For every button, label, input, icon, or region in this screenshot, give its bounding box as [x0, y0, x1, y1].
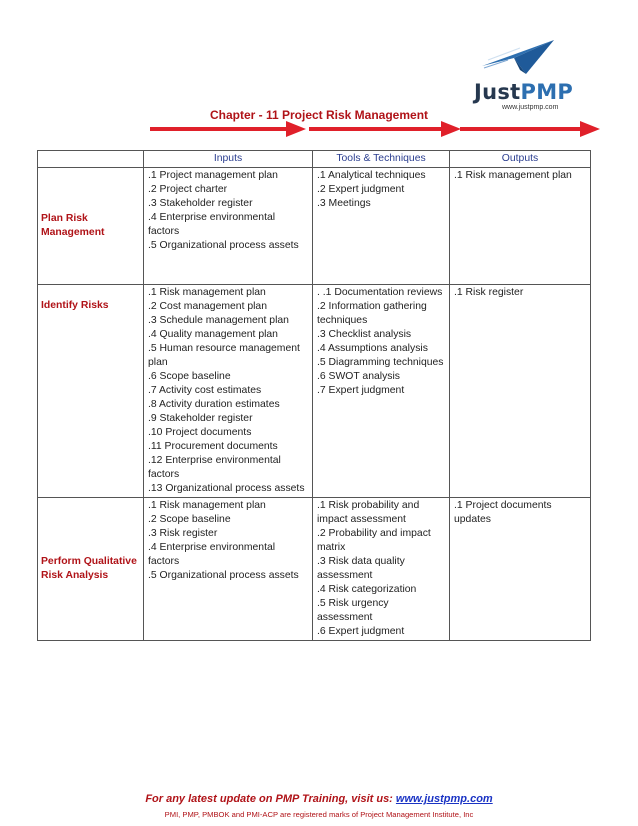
flow-arrow-icon: [460, 121, 600, 137]
list-item: .5 Diagramming techniques: [317, 357, 444, 368]
list-item: .4 Risk categorization: [317, 584, 417, 595]
logo-brand-pmp: PMP: [520, 80, 574, 104]
list-item: . .1 Documentation reviews: [317, 287, 443, 298]
list-item: .6 SWOT analysis: [317, 371, 400, 382]
footer-website-link[interactable]: www.justpmp.com: [395, 793, 493, 805]
inputs-cell: [144, 285, 313, 498]
chapter-title: Chapter - 11 Project Risk Management: [209, 108, 429, 122]
paper-plane-icon: [480, 36, 558, 80]
list-item: .4 Assumptions analysis: [317, 343, 428, 354]
list-item: .1 Risk register: [454, 287, 524, 298]
table-row: [38, 285, 591, 498]
process-name: Identify Risks: [38, 285, 144, 498]
list-item: .12 Enterprise environmental factors: [148, 455, 281, 480]
list-item: .4 Quality management plan: [148, 329, 278, 340]
header-outputs: Outputs: [450, 151, 591, 168]
outputs-cell: [450, 498, 591, 641]
justpmp-logo: [462, 36, 582, 111]
footer-link-prefix: For any latest update on PMP Training, visit us:: [145, 793, 393, 805]
list-item: .13 Organizational process assets: [148, 483, 305, 494]
process-name: Plan Risk Management: [38, 168, 144, 285]
list-item: .1 Risk management plan: [148, 500, 266, 511]
list-item: .3 Meetings: [317, 198, 371, 209]
list-item: .2 Probability and impact matrix: [317, 528, 431, 553]
list-item: .3 Stakeholder register: [148, 198, 253, 209]
outputs-cell: [450, 168, 591, 285]
list-item: .1 Project documents updates: [454, 500, 552, 525]
list-item: .5 Organizational process assets: [148, 570, 299, 581]
flow-arrow-icon: [150, 121, 306, 137]
process-name: Perform Qualitative Risk Analysis: [38, 498, 144, 641]
list-item: .1 Risk management plan: [454, 170, 572, 181]
table-row: [38, 498, 591, 641]
table-row: [38, 168, 591, 285]
list-item: .9 Stakeholder register: [148, 413, 253, 424]
list-item: .10 Project documents: [148, 427, 252, 438]
list-item: .1 Analytical techniques: [317, 170, 426, 181]
list-item: .3 Checklist analysis: [317, 329, 412, 340]
tools-cell: [313, 498, 450, 641]
list-item: .2 Scope baseline: [148, 514, 231, 525]
flow-arrow-icon: [309, 121, 461, 137]
list-item: .3 Risk register: [148, 528, 218, 539]
header-tools: Tools & Techniques: [313, 151, 450, 168]
list-item: .7 Expert judgment: [317, 385, 405, 396]
list-item: .1 Project management plan: [148, 170, 278, 181]
table-header-row: [38, 151, 591, 168]
list-item: .2 Information gathering techniques: [317, 301, 427, 326]
inputs-cell: [144, 168, 313, 285]
footer-link-line: [0, 793, 638, 805]
list-item: .2 Project charter: [148, 184, 228, 195]
list-item: .1 Risk management plan: [148, 287, 266, 298]
list-item: .5 Risk urgency assessment: [317, 598, 389, 623]
list-item: .11 Procurement documents: [148, 441, 278, 452]
list-item: .5 Human resource management plan: [148, 343, 300, 368]
list-item: .4 Enterprise environmental factors: [148, 542, 276, 567]
tools-cell: [313, 285, 450, 498]
list-item: .1 Risk probability and impact assessment: [317, 500, 420, 525]
list-item: .2 Cost management plan: [148, 301, 267, 312]
logo-brand-just: Just: [474, 80, 521, 104]
list-item: .3 Risk data quality assessment: [317, 556, 405, 581]
header-process: [38, 151, 144, 168]
list-item: .3 Schedule management plan: [148, 315, 289, 326]
list-item: .4 Enterprise environmental factors: [148, 212, 276, 237]
list-item: .2 Expert judgment: [317, 184, 405, 195]
tools-cell: [313, 168, 450, 285]
ito-table: [37, 150, 591, 641]
header-inputs: Inputs: [144, 151, 313, 168]
list-item: .8 Activity duration estimates: [148, 399, 280, 410]
logo-wordmark: [474, 80, 573, 104]
list-item: .6 Scope baseline: [148, 371, 231, 382]
trademark-notice: PMI, PMP, PMBOK and PMI-ACP are registered marks of Project Management Institute, Inc: [164, 810, 474, 819]
inputs-cell: [144, 498, 313, 641]
list-item: .7 Activity cost estimates: [148, 385, 262, 396]
list-item: .5 Organizational process assets: [148, 240, 299, 251]
outputs-cell: [450, 285, 591, 498]
list-item: .6 Expert judgment: [317, 626, 405, 637]
logo-url: www.justpmp.com: [502, 104, 559, 111]
